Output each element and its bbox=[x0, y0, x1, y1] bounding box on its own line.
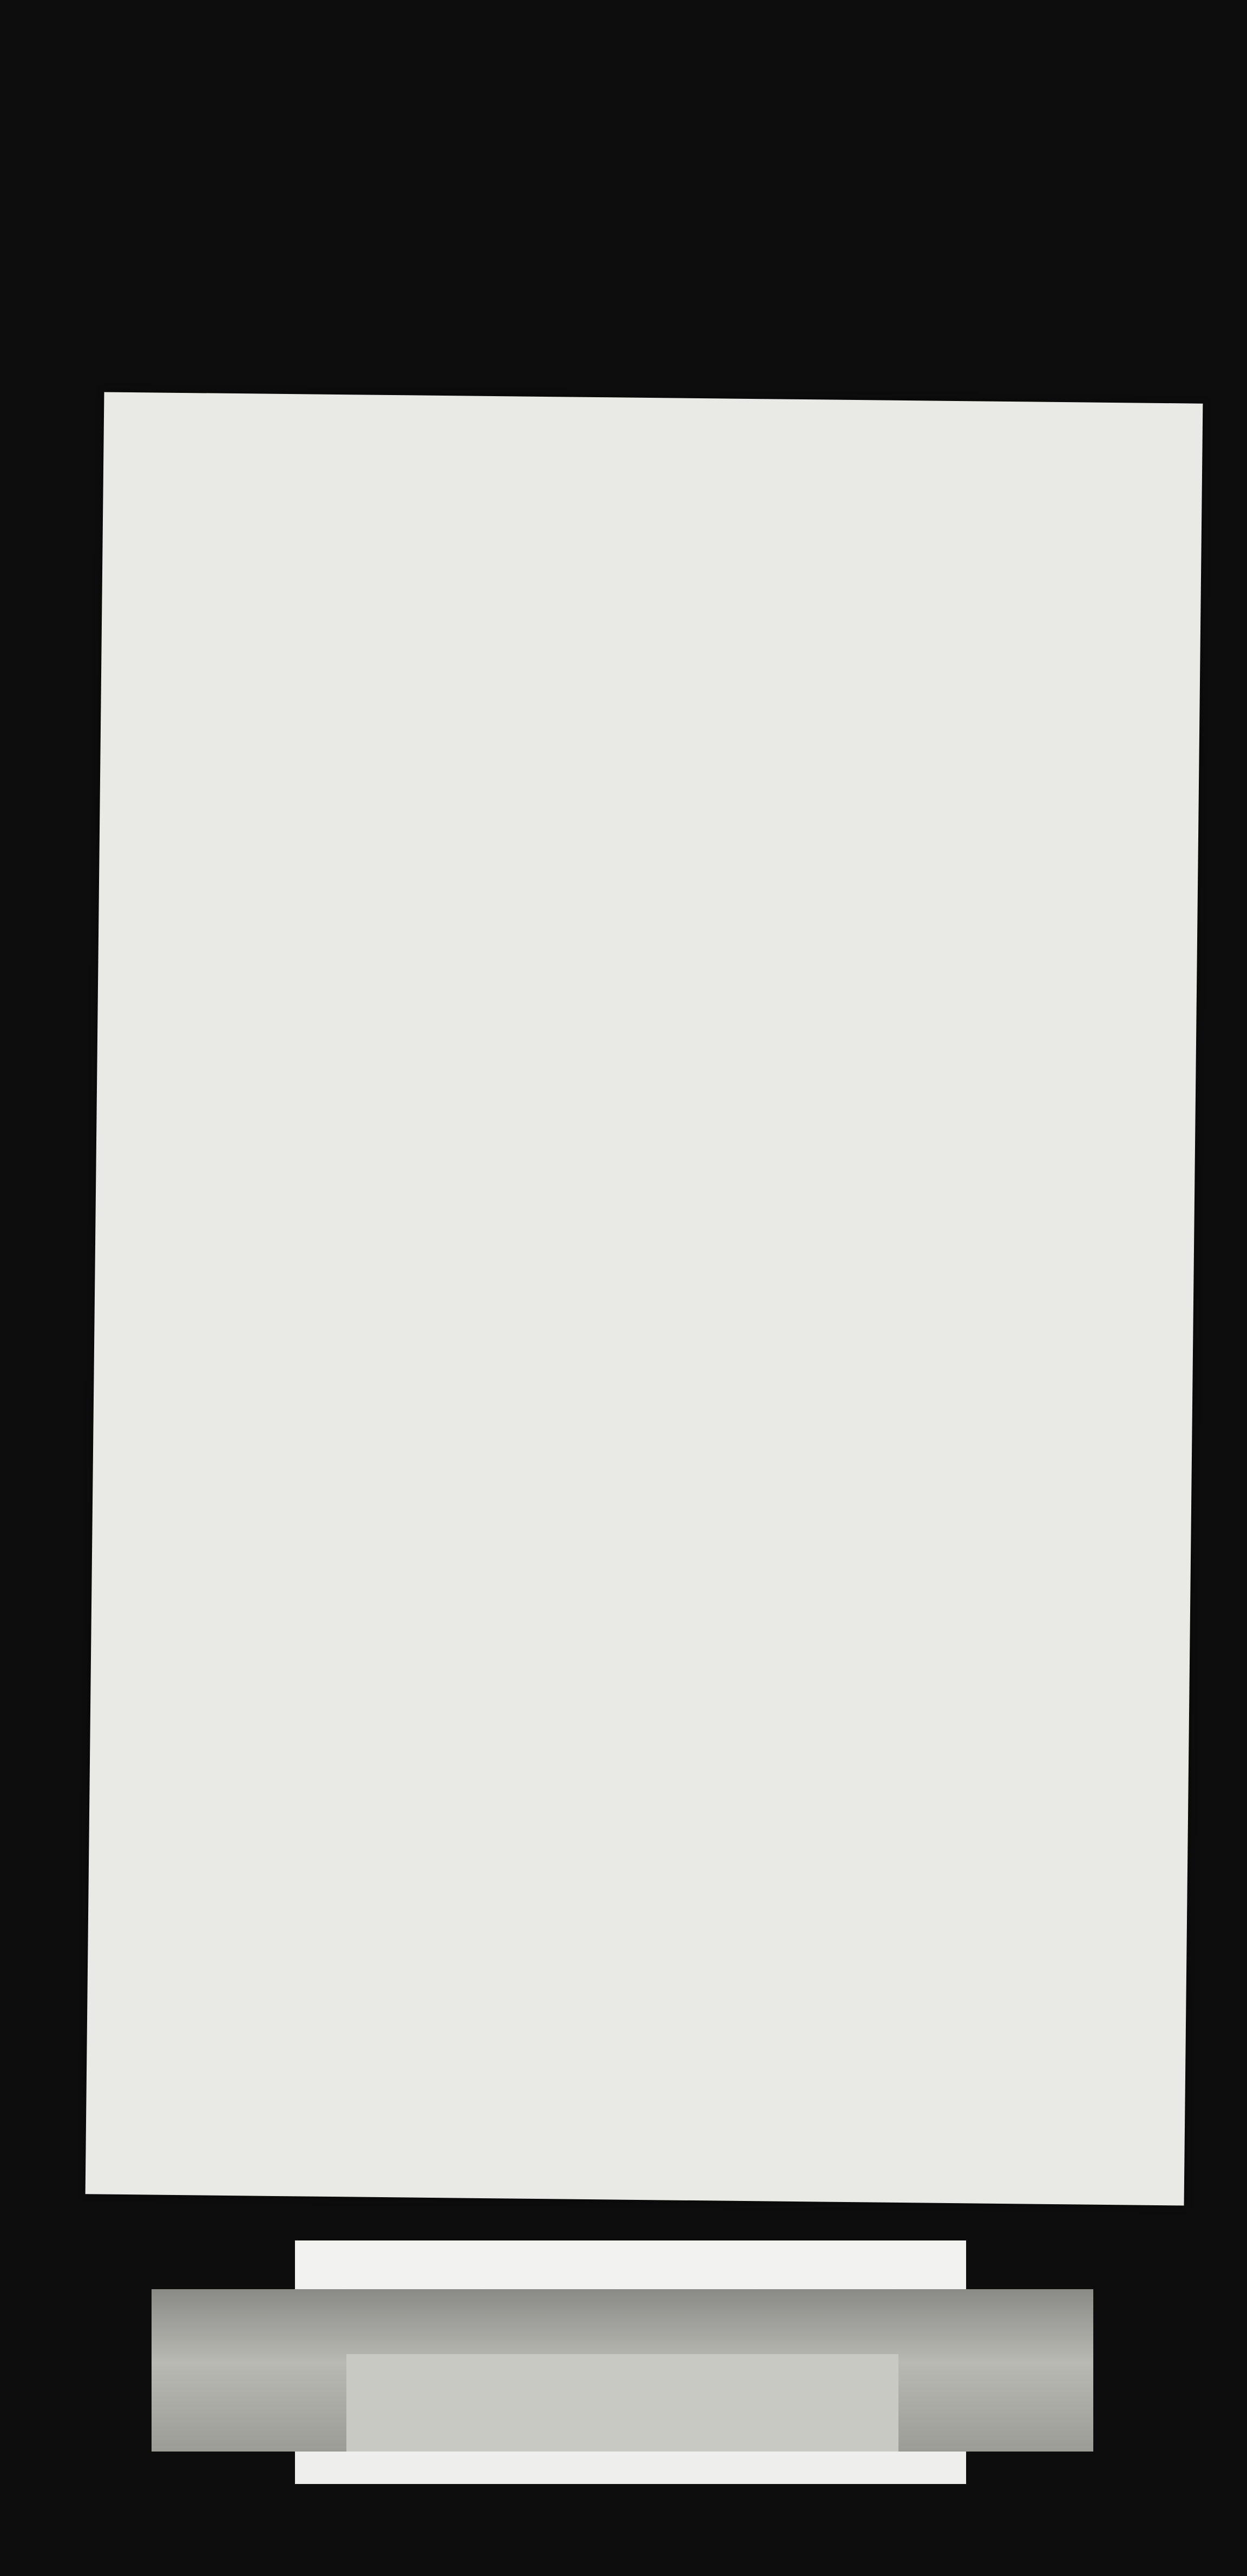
document-page bbox=[86, 392, 1203, 2205]
archive-tape-edge bbox=[295, 2452, 966, 2484]
archive-label bbox=[346, 2354, 898, 2457]
page-header bbox=[103, 527, 1202, 538]
document-body bbox=[227, 526, 1147, 536]
